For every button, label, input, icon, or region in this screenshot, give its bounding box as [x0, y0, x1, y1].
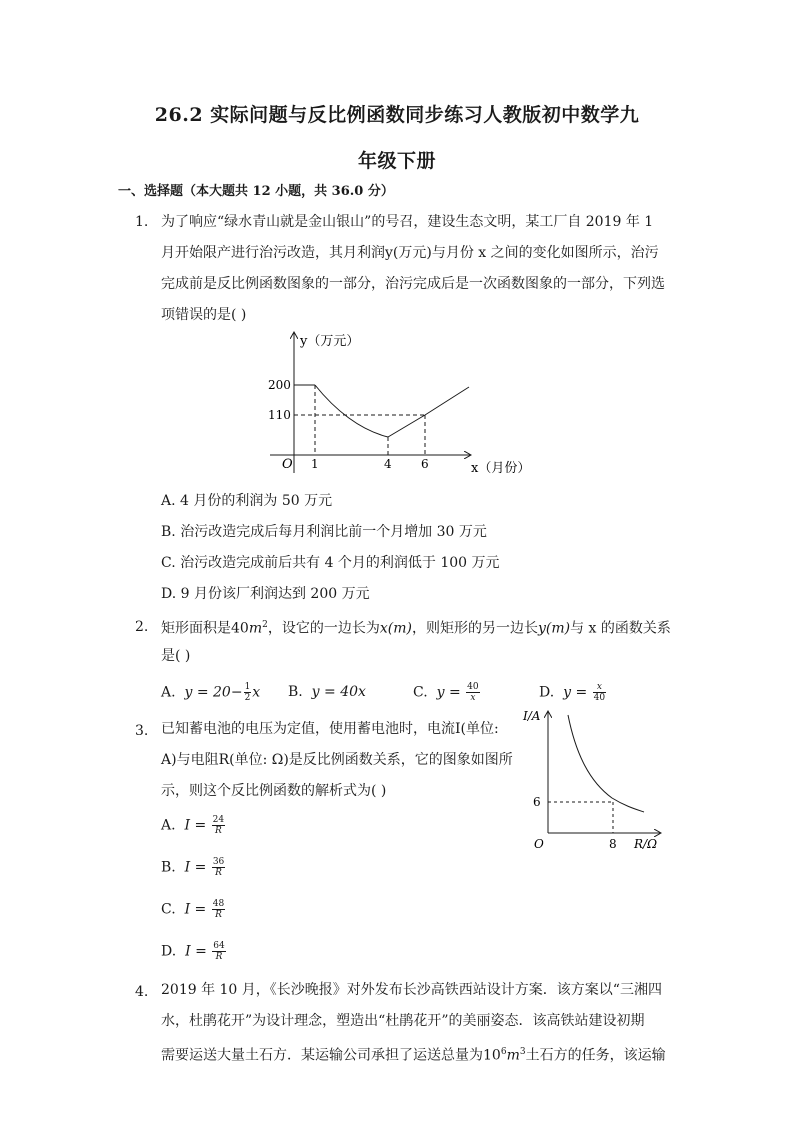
- q3-y-label: I/A: [523, 709, 541, 723]
- question-1-number: 1.: [135, 214, 149, 230]
- question-1-line-4: 项错误的是( ): [161, 307, 247, 323]
- question-3-line-3: 示，则这个反比例函数的解析式为( ): [161, 783, 387, 799]
- q1-xtick-4: 4: [384, 457, 392, 471]
- q1-xtick-6: 6: [421, 457, 429, 471]
- q3-xtick-8: 8: [609, 837, 617, 851]
- q1-xtick-1: 1: [311, 457, 319, 471]
- q3-origin: O: [534, 837, 544, 851]
- q3-ytick-6: 6: [533, 795, 541, 809]
- q1-origin: O: [282, 457, 293, 472]
- question-3-number: 3.: [135, 723, 149, 739]
- question-1-line-2: 月开始限产进行治污改造，其月利润y(万元)与月份 x 之间的变化如图所示，治污: [161, 245, 659, 261]
- q1-ytick-110: 110: [268, 408, 291, 422]
- question-1-option-d[interactable]: D. 9 月份该厂利润达到 200 万元: [161, 586, 370, 602]
- question-4-line-2: 水，杜鹃花开”为设计理念，塑造出“杜鹃花开”的美丽姿态．该高铁站建设初期: [161, 1013, 645, 1029]
- q1-curve: [315, 385, 469, 437]
- document-title-line-1: 26.2 实际问题与反比例函数同步练习人教版初中数学九: [154, 104, 640, 126]
- question-1-line-3: 完成前是反比例函数图象的一部分，治污完成后是一次函数图象的一部分，下列选: [161, 276, 665, 292]
- question-3-option-b[interactable]: B. I = $\frac{36}{R}$: [161, 857, 225, 878]
- question-3-option-d[interactable]: D. I = $\frac{64}{R}$: [161, 941, 225, 962]
- question-2-option-c[interactable]: C. y = $\frac{40}{x}$: [413, 682, 479, 703]
- question-2-number: 2.: [135, 619, 149, 635]
- question-3-graph: [520, 700, 670, 855]
- q1-y-label: y（万元）: [300, 334, 360, 349]
- question-2-line-2: 是( ): [161, 648, 191, 664]
- question-4-line-3: 需要运送大量土石方．某运输公司承担了运送总量为$10^6m^3$土石方的任务，该运输: [161, 1047, 666, 1064]
- question-3-line-2: A)与电阻R(单位: Ω)是反比例函数关系，它的图象如图所: [161, 752, 513, 768]
- q1-ytick-200: 200: [268, 378, 291, 392]
- question-2-line-1: 矩形面积是$40m^2$，设它的一边长为x(m)，则矩形的另一边长y(m)与 x 的函数关系: [161, 620, 671, 637]
- question-1-option-b[interactable]: B. 治污改造完成后每月利润比前一个月增加 30 万元: [161, 524, 487, 540]
- question-1-option-a[interactable]: A. 4 月份的利润为 50 万元: [161, 493, 333, 509]
- question-1-graph: [260, 325, 530, 480]
- question-3-option-c[interactable]: C. I = $\frac{48}{R}$: [161, 899, 225, 920]
- q1-x-label: x（月份）: [471, 461, 530, 476]
- question-2-option-a[interactable]: A. y = 20− $\frac{1}{2}$ x: [161, 682, 261, 703]
- section-heading: 一、选择题（本大题共 12 小题，共 36.0 分）: [118, 184, 394, 199]
- question-3-line-1: 已知蓄电池的电压为定值，使用蓄电池时，电流I(单位:: [161, 721, 499, 737]
- question-2-option-b[interactable]: B. y = 40x: [288, 684, 366, 700]
- question-1-option-c[interactable]: C. 治污改造完成前后共有 4 个月的利润低于 100 万元: [161, 555, 500, 571]
- document-title-line-2: 年级下册: [357, 150, 436, 172]
- question-4-line-1: 2019 年 10 月，《长沙晚报》对外发布长沙高铁西站设计方案．该方案以“三湘四: [161, 982, 662, 998]
- q3-x-label: R/Ω: [634, 837, 658, 851]
- question-3-option-a[interactable]: A. I = $\frac{24}{R}$: [161, 815, 225, 836]
- question-4-number: 4.: [135, 984, 149, 1000]
- question-2-option-d[interactable]: D. y = $\frac{x}{40}$: [539, 682, 606, 703]
- q3-curve: [568, 715, 644, 812]
- question-1-line-1: 为了响应“绿水青山就是金山银山”的号召，建设生态文明，某工厂自 2019 年 1: [161, 214, 654, 230]
